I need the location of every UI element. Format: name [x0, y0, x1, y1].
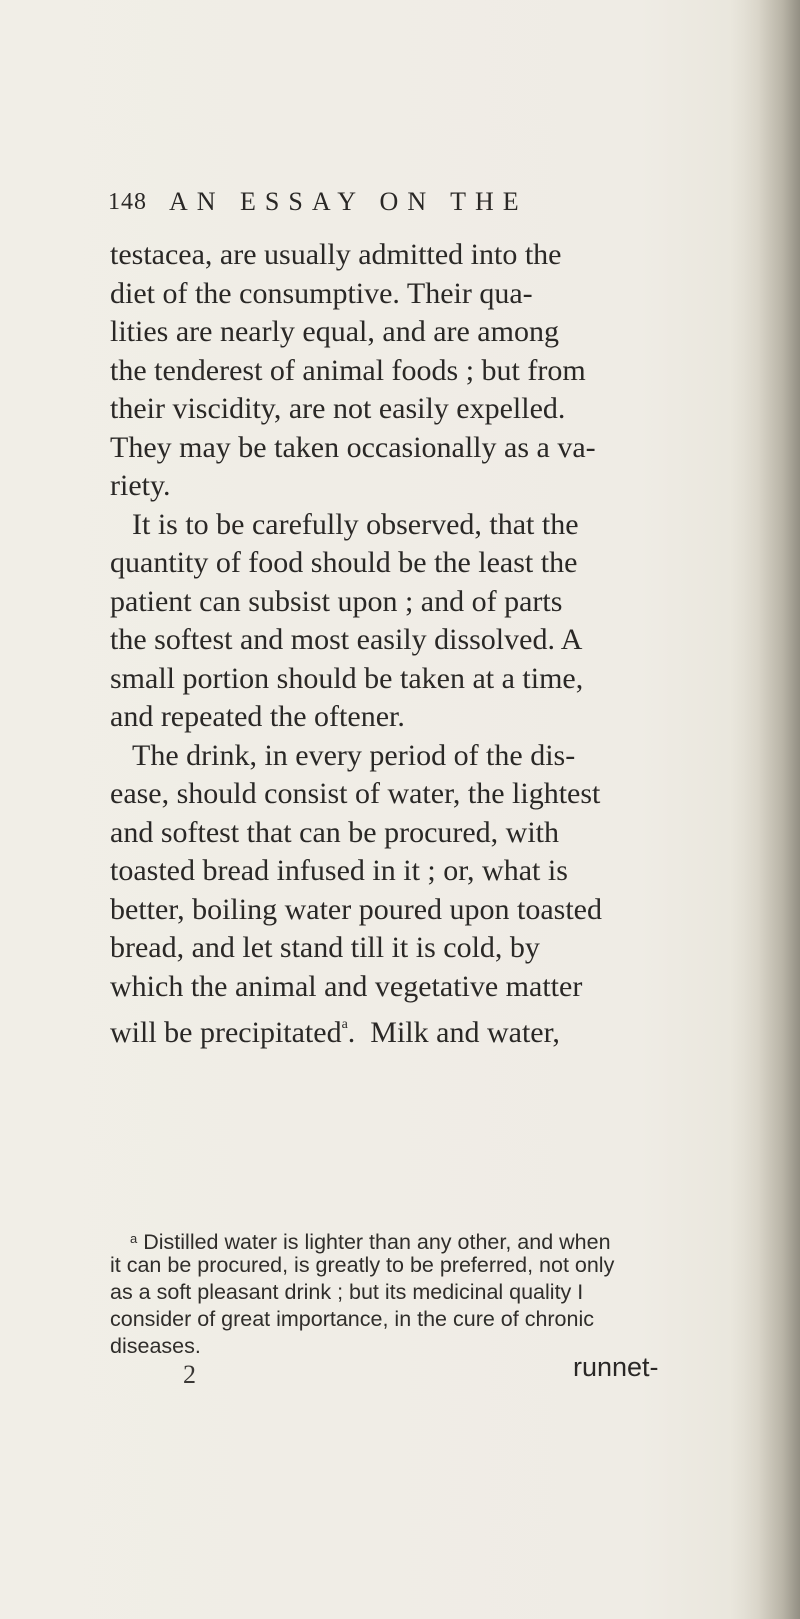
text-line: testacea, are usually admitted into the: [110, 238, 562, 271]
footnote-text: Distilled water is lighter than any other, and when: [143, 1230, 611, 1254]
footnote-line: consider of great importance, in the cure of chronic: [110, 1307, 595, 1331]
running-head: AN ESSAY ON THE: [169, 187, 528, 216]
text-line: better, boiling water poured upon toasted: [110, 892, 602, 926]
text-line: which the animal and vegetative matter: [110, 969, 583, 1003]
text-line: their viscidity, are not easily expelled.: [110, 392, 566, 425]
text-line: lities are nearly equal, and are among: [110, 315, 559, 348]
text-line: The drink, in every period of the dis-: [132, 738, 576, 772]
body-text: [110, 236, 666, 1049]
text-line: patient can subsist upon ; and of parts: [110, 584, 563, 618]
footnote: [110, 1225, 670, 1360]
text-line: quantity of food should be the least the: [110, 546, 578, 579]
text-line: They may be taken occasionally as a va-: [110, 430, 596, 464]
footnote-line: [110, 1225, 670, 1252]
text-line: the tenderest of animal foods ; but from: [110, 353, 586, 387]
text-line: the softest and most easily dissolved. A: [110, 623, 583, 656]
footnote-reference: a: [341, 1017, 348, 1032]
text-line-with-note: will be precipitated$^a$. Milk and water,: [110, 1016, 560, 1049]
text-line: and repeated the oftener.: [110, 700, 405, 733]
text-fragment: will be precipitated: [110, 1016, 342, 1049]
text-line: riety.: [110, 469, 171, 502]
text-line: bread, and let stand till it is cold, by: [110, 931, 540, 964]
page-edge-shadow: [730, 0, 800, 1619]
text-line: toasted bread infused in it ; or, what is: [110, 854, 568, 887]
text-line: small portion should be taken at a time,: [110, 661, 584, 695]
text-line: diet of the consumptive. Their qua-: [110, 276, 533, 310]
footnote-mark: a: [130, 1231, 138, 1246]
page-number: 148: [108, 189, 147, 215]
page-header: [108, 189, 668, 225]
text-line: ease, should consist of water, the lightest: [110, 777, 601, 810]
text-line: It is to be carefully observed, that the: [132, 507, 579, 541]
signature-mark: 2: [183, 1360, 196, 1389]
footnote-line: it can be procured, is greatly to be preferred, not only: [110, 1253, 615, 1277]
text-fragment: Milk and water,: [370, 1016, 560, 1049]
text-line: and softest that can be procured, with: [110, 815, 560, 849]
footnote-line: as a soft pleasant drink ; but its medicinal quality I: [110, 1280, 584, 1304]
catchword: runnet-: [573, 1352, 659, 1382]
footnote-line: diseases.: [110, 1334, 201, 1358]
